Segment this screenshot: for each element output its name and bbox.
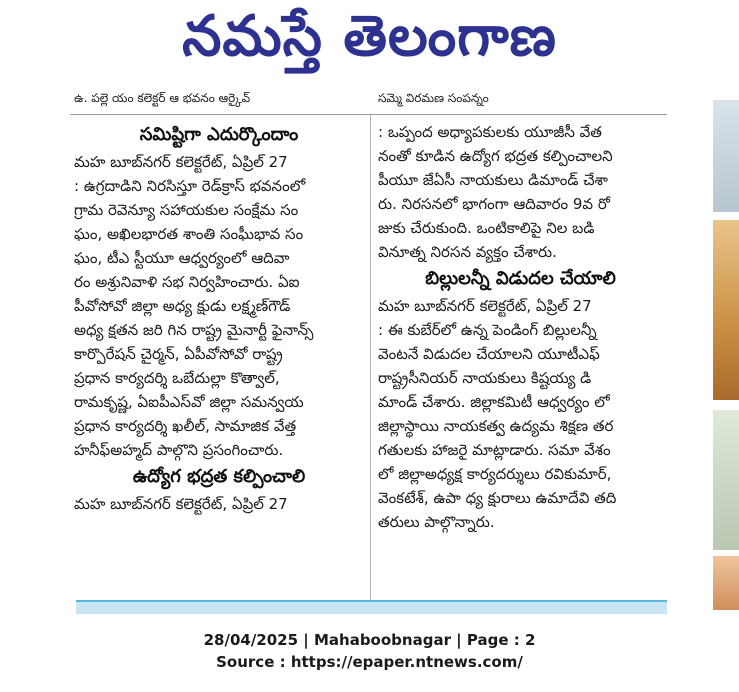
body-line: రామకృష్ణ, ఏఐపీఎస్‌వో జిల్లా సమన్వయ xyxy=(74,393,304,411)
source-link[interactable]: Source : https://epaper.ntnews.com/ xyxy=(216,653,523,671)
body-line: రాష్ట్రసీనియర్ నాయకులు కిష్టయ్య డి xyxy=(378,369,592,387)
edge-photo xyxy=(713,220,739,400)
body-line: పీవోసోవో జిల్లా అధ్య క్షుడు లక్ష్మణ్‌గౌడ్ xyxy=(74,297,291,315)
body-line: వెంటనే విడుదల చేయాలని యూటీఎఫ్ xyxy=(378,345,600,363)
body-line: జిల్లాస్థాయి నాయకత్వ ఉద్యమ శిక్షణ తర xyxy=(378,417,614,435)
body-line: పీయూ జేఏసీ నాయకులు డిమాండ్ చేశా xyxy=(378,171,608,189)
cut-off-left-text: ఉ. పల్లె యం కలెక్టర్ ఆ భవనం ఆర్కైవ్ xyxy=(74,91,251,105)
newspaper-logo: నమస్తే తెలంగాణ xyxy=(182,4,557,69)
edition-info: 28/04/2025 | Mahaboobnagar | Page : 2 xyxy=(203,631,536,649)
body-line: : ఉగ్రదాడిని నిరసిస్తూ రెడ్‌క్రాస్ భవనంలో xyxy=(74,177,306,195)
body-line: నంతో కూడిన ఉద్యోగ భద్రత కల్పించాలని xyxy=(378,147,613,165)
cut-off-top-text xyxy=(70,91,667,108)
article-headline: బిల్లులన్నీ విడుదల చేయాలి xyxy=(425,268,616,289)
body-line: ప్రధాన కార్యదర్శి ఖలీల్, సామాజిక వేత్త xyxy=(74,417,297,435)
body-line: గతులకు హాజరై మాట్లాడారు. సమా వేశం xyxy=(378,441,611,459)
body-line: వెంకటేశ్, ఉపా ధ్య క్షురాలు ఉమాదేవి తది xyxy=(378,489,617,507)
body-line: లో జిల్లాఅధ్యక్ష కార్యదర్శులు రవికుమార్, xyxy=(378,465,612,483)
body-line: ఘం, టీఎ స్టీయూ ఆధ్వర్యంలో ఆదివా xyxy=(74,249,290,267)
adjacent-page-edge xyxy=(713,100,739,610)
column-divider xyxy=(370,114,371,612)
cut-off-right-text: సమ్మె విరమణ సంపన్నం xyxy=(378,91,489,105)
divider xyxy=(70,114,667,115)
body-line: తరులు పాల్గొన్నారు. xyxy=(378,513,495,531)
newspaper-clipping xyxy=(70,91,667,612)
edge-photo xyxy=(713,410,739,550)
article-body xyxy=(378,120,663,264)
right-column xyxy=(378,120,663,534)
body-line: : ఈ కుబేర్‌లో ఉన్న పెండింగ్ బిల్లులన్నీ xyxy=(378,321,597,339)
body-line: ప్రధాన కార్యదర్శి ఒబేదుల్లా కొత్వాల్, xyxy=(74,369,280,387)
edge-photo xyxy=(713,556,739,610)
body-line: వినూత్న నిరసన వ్యక్తం చేశారు. xyxy=(378,243,557,261)
left-column xyxy=(74,120,364,516)
body-line: రం అశ్రునివాళి సభ నిర్వహించారు. ఏఐ xyxy=(74,273,300,291)
body-line: కార్పొరేషన్ చైర్మన్, ఏపీవోసోవో రాష్ట్ర xyxy=(74,345,283,363)
bottom-ad-band xyxy=(76,600,667,614)
body-line: రు. నిరసనలో భాగంగా ఆదివారం 9వ రో xyxy=(378,195,610,213)
edge-photo xyxy=(713,100,739,212)
article-body xyxy=(74,492,364,516)
body-line: మహ బూబ్‌నగర్ కలెక్టరేట్, ఏప్రిల్ 27 xyxy=(74,153,288,171)
masthead xyxy=(0,0,739,74)
body-line: హనీఫ్‌అహ్మద్ పాల్గొని ప్రసంగించారు. xyxy=(74,441,284,459)
body-line: జుకు చేరుకుంది. ఒంటికాలిపై నిల బడి xyxy=(378,219,595,237)
article-headline: సమిష్టిగా ఎదుర్కొందాం xyxy=(139,124,299,145)
article-body xyxy=(74,150,364,462)
body-line: గ్రామ రెవెన్యూ సహాయకుల సంక్షేమ సం xyxy=(74,201,299,219)
body-line: మహ బూబ్‌నగర్ కలెక్టరేట్, ఏప్రిల్ 27 xyxy=(378,297,592,315)
body-line: మహ బూబ్‌నగర్ కలెక్టరేట్, ఏప్రిల్ 27 xyxy=(74,495,288,513)
body-line: అధ్య క్షతన జరి గిన రాష్ట్ర మైనార్టీ ఫైనాన్స్ xyxy=(74,321,314,339)
body-line: : ఒప్పంద అధ్యాపకులకు యూజీసీ వేత xyxy=(378,123,602,141)
body-line: ఘం, అఖిలభారత శాంతి సంఘీభావ సం xyxy=(74,225,304,243)
article-body xyxy=(378,294,663,534)
body-line: మాండ్ చేశారు. జిల్లాకమిటీ ఆధ్వర్యం లో xyxy=(378,393,610,411)
article-headline: ఉద్యోగ భద్రత కల్పించాలి xyxy=(132,466,306,487)
